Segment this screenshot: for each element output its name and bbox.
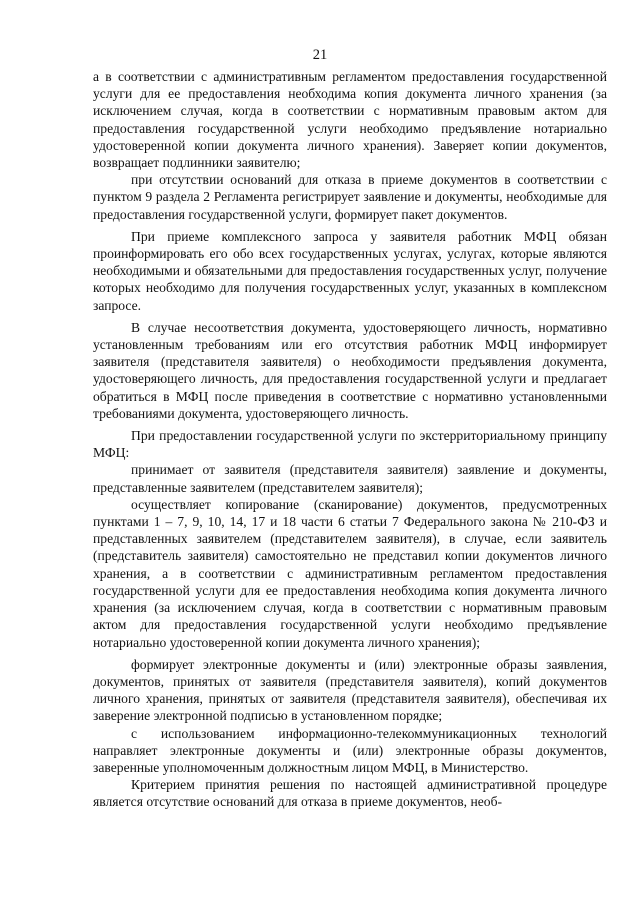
paragraph-2: при отсутствии оснований для отказа в приеме документов в соответствии с пунктом 9 раздела 2 Регламента регистрирует заявление и документы, необходимые для предоставления государственной услуги, формирует пакет документов. (93, 172, 607, 222)
paragraph-9: с использованием информационно-телекоммуникационных технологий направляет электронные документы и (или) электронные образы документов, заверенные уполномоченным должностным лицом МФЦ, в Министерство. (93, 725, 607, 775)
paragraph-4: В случае несоответствия документа, удостоверяющего личность, нормативно установленным требованиям или его отсутствия работник МФЦ информирует заявителя (представителя заявителя) о необходимости предъявления документа, удостоверяющего личность, для предоставления государственной услуги и предлагает обратиться в МФЦ после приведения в соответствие с нормативно установленными требованиями документа, удостоверяющего личность. (93, 319, 607, 421)
page-number: 21 (312, 47, 328, 63)
paragraph-10: Критерием принятия решения по настоящей административной процедуре является отсутствие оснований для отказа в приеме документов, необ- (93, 777, 607, 810)
paragraph-5: При предоставлении государственной услуги по экстерриториальному принципу МФЦ: (93, 428, 607, 461)
paragraph-8: формирует электронные документы и (или) электронные образы заявления, документов, принятых от заявителя (представителя заявителя), копий документов личного хранения, принятых от заявителя (представителя заявителя), обеспечивая их заверение электронной подписью в установленном порядке; (93, 656, 607, 724)
document-body (93, 68, 607, 811)
paragraph-7: осуществляет копирование (сканирование) документов, предусмотренных пунктами 1 – 7, 9, 10, 14, 17 и 18 части 6 статьи 7 Федерального закона № 210-ФЗ и представленных заявителем (представителем заявителя), в случае, если заявитель (представитель заявителя) самостоятельно не представил копии документов личного хранения, а в соответствии с административным регламентом предоставления государственной услуги для ее предоставления необходима копия документа личного хранения (за исключением случая, когда в соответствии с нормативным правовым актом для предоставления государственной услуги необходимо предъявление нотариально удостоверенной копии документа личного хранения); (93, 496, 607, 650)
paragraph-1: а в соответствии с административным регламентом предоставления государственной услуги для ее предоставления необходима копия документа личного хранения (за исключением случая, когда в соответствии с нормативным правовым актом для предоставления государственной услуги необходимо предъявление нотариально удостоверенной копии документа личного хранения). Заверяет копии документов, возвращает подлинники заявителю; (93, 69, 607, 171)
paragraph-3: При приеме комплексного запроса у заявителя работник МФЦ обязан проинформировать его обо всех государственных услугах, услугах, которые являются необходимыми и обязательными для предоставления государственных услуг, получение которых необходимо для получения государственных услуг, указанных в комплексном запросе. (93, 228, 607, 313)
paragraph-6: принимает от заявителя (представителя заявителя) заявление и документы, представленные заявителем (представителем заявителя); (93, 462, 607, 495)
